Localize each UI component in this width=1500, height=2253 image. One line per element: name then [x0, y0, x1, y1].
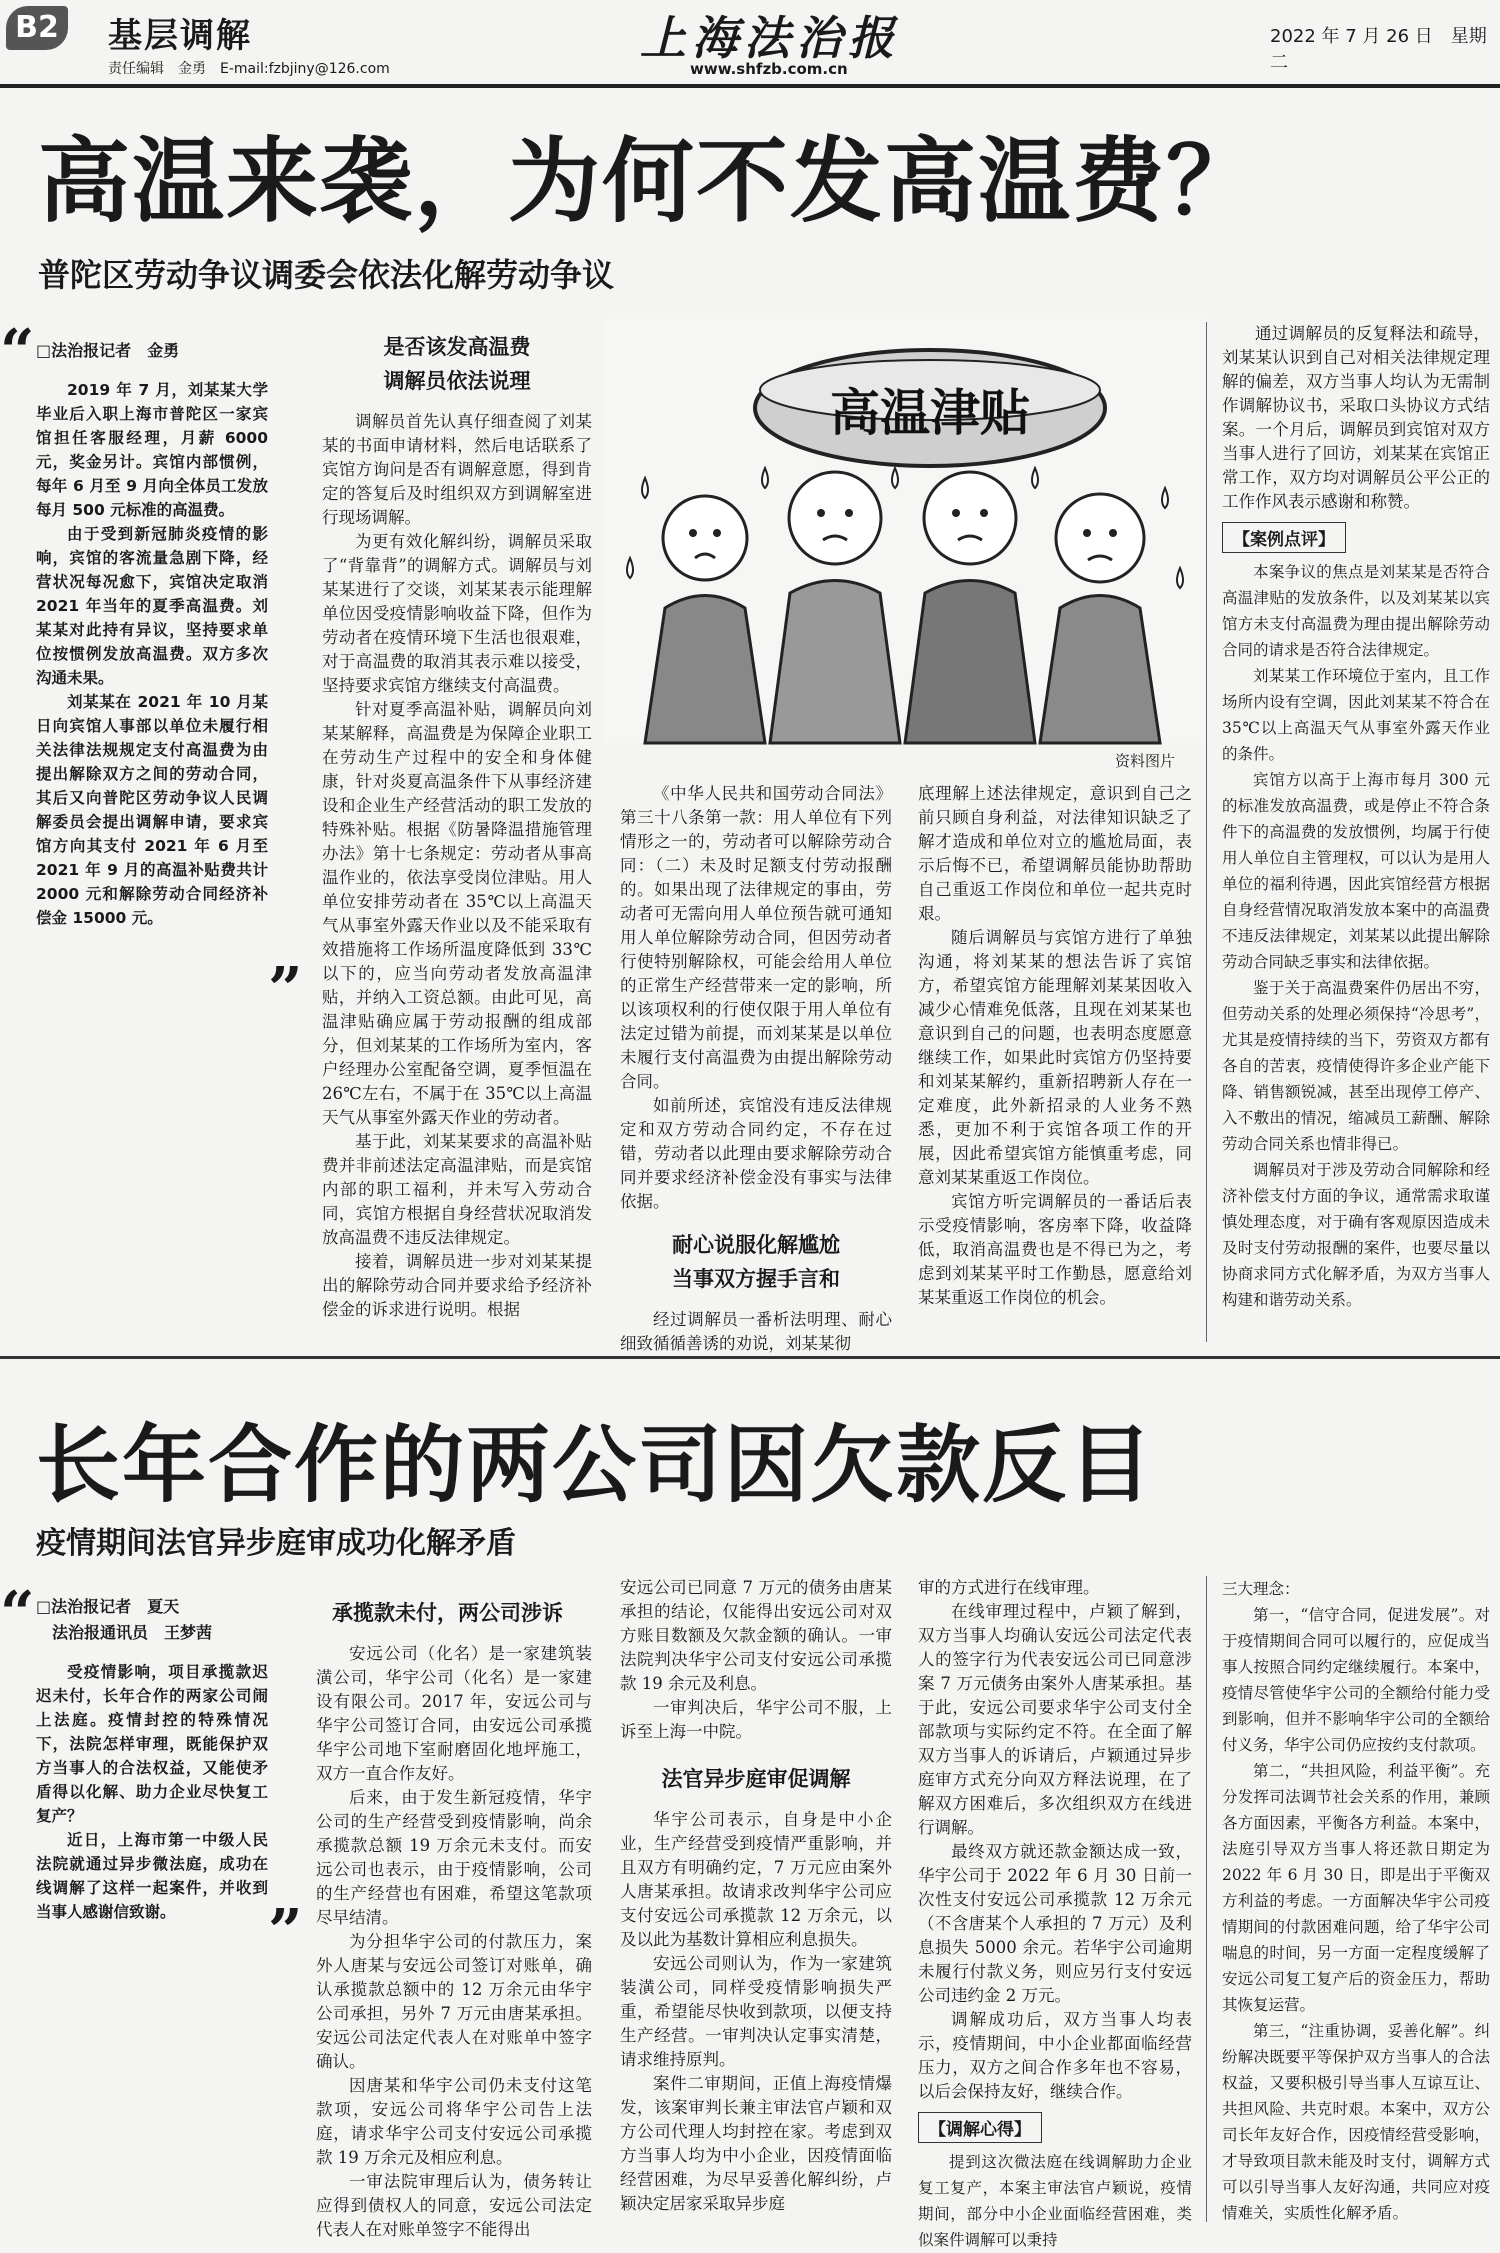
body-paragraph: 针对夏季高温补贴，调解员向刘某某解释，高温费是为保障企业职工在劳动生产过程中的安全和身体健康，针对炎夏高温条件下从事经济建设和企业生产经营活动的职工发放的特殊补贴。根据《防暑降温措施管理办法》第十七条规定：劳动者从事高温作业的，依法享受岗位津贴。用人单位安排劳动者在 35℃以上高温天气从事室外露天作业以及不能采取有效措施将工作场所温度降低到 33℃以下的，应当向劳动者发放高温津贴，并纳入工资总额。由此可见，高温津贴确应属于劳动报酬的组成部分，但刘某某的工作场所为室内，客户经理办公室配备空调，夏季恒温在 26℃左右，不属于在 35℃以上高温天气从事室外露天作业的劳动者。 [322, 700, 592, 1127]
article2-column-5 [1222, 1576, 1490, 2222]
body-paragraph: 因唐某和华宇公司仍未支付这笔款项，安远公司将华宇公司告上法庭，请求华宇公司支付安远公司承揽款 19 万余元及相应利息。 [316, 2076, 592, 2167]
case-comment [1222, 559, 1490, 1313]
comment-paragraph: 三大理念： [1222, 1580, 1300, 1598]
masthead-url: www.shfzb.com.cn [690, 60, 848, 78]
body-paragraph: 底理解上述法律规定，意识到自己之前只顾自身利益，对法律知识缺乏了解才造成和单位对立的尴尬局面，表示后悔不已，希望调解员能协助帮助自己重返工作岗位和单位一起共克时艰。 [918, 784, 1192, 923]
article2-byline: □法治报记者 夏天 法治报通讯员 王梦茜 [36, 1597, 213, 1642]
body-paragraph: 调解员首先认真仔细查阅了刘某某的书面申请材料，然后电话联系了宾馆方询问是否有调解意愿，得到肯定的答复后及时组织双方到调解室进行现场调解。 [322, 412, 592, 527]
body-paragraph: 一审法院审理后认为，债务转让应得到债权人的同意，安远公司法定代表人在对账单签字不能得出 [316, 2172, 592, 2239]
comment-heading: 【案例点评】 [1222, 522, 1346, 553]
article1-column-2 [322, 326, 592, 1344]
article2-column-3 [620, 1576, 892, 2222]
page-number-badge: B2 [6, 6, 68, 50]
comment-paragraph: 第三，“注重协调，妥善化解”。纠纷解决既要平等保护双方当事人的合法权益，又要积极引导当事人互谅互让、共担风险、共克时艰。本案中，双方公司长年友好合作，因疫情经营受影响，才导致项目款未能及时支付，调解方式可以引导当事人友好沟通，共同应对疫情难关，实质性化解矛盾。 [1222, 2022, 1490, 2222]
comment-paragraph: 本案争议的焦点是刘某某是否符合高温津贴的发放条件，以及刘某某以宾馆方未支付高温费为理由提出解除劳动合同的请求是否符合法律规定。 [1222, 563, 1490, 659]
lead-paragraph: 受疫情影响，项目承揽款迟迟未付，长年合作的两家公司闹上法庭。疫情封控的特殊情况下，法院怎样审理，既能保护双方当事人的合法权益，又能使矛盾得以化解、助力企业尽快复工复产？ [36, 1663, 268, 1825]
article2-lead [36, 1660, 268, 1924]
article2-column-2 [316, 1592, 592, 2239]
article1-column-3 [620, 782, 892, 1353]
column-divider [1206, 322, 1207, 1342]
comment-paragraph: 宾馆方以高于上海市每月 300 元的标准发放高温费，或是停止不符合条件下的高温费的发放惯例，均属于行使用人单位自主管理权，可以认为是用人单位的福利待遇，因此宾馆经营方根据自身经营情况取消发放本案中的高温费不违反法律规定，刘某某以此提出解除劳动合同缺乏事实和法律依据。 [1222, 771, 1490, 971]
body-paragraph: 基于此，刘某某要求的高温补贴费并非前述法定高温津贴，而是宾馆内部的职工福利，并未写入劳动合同，宾馆方根据自身经营状况取消发放高温费不违反法律规定。 [322, 1132, 592, 1247]
article1-column-4 [918, 782, 1192, 1344]
comment-heading: 【调解心得】 [918, 2112, 1042, 2143]
lead-paragraph: 刘某某在 2021 年 10 月某日向宾馆人事部以单位未履行相关法律法规规定支付高温费为由提出解除双方之间的劳动合同，其后又向普陀区劳动争议人民调解委员会提出调解申请，要求宾馆方向其支付 2021 年 6 月至 2021 年 9 月的高温补贴费共计 2000 元和解除劳动合同经济补偿金 15000 元。 [36, 693, 268, 927]
body-paragraph: 一审判决后，华宇公司不服，上诉至上海一中院。 [620, 1698, 892, 1741]
body-paragraph: 为分担华宇公司的付款压力，案外人唐某与安远公司签订对账单，确认承揽款总额中的 12 万余元由华宇公司承担，另外 7 万元由唐某承担。安远公司法定代表人在对账单中签字确认。 [316, 1932, 592, 2071]
article1-lead-column [36, 338, 268, 998]
comment-paragraph: 调解员对于涉及劳动合同解除和经济补偿支付方面的争议，通常需求取谨慎处理态度，对于确有客观原因造成未及时支付劳动报酬的案件，也要尽量以协商求同方式化解矛盾，为双方当事人构建和谐劳动关系。 [1222, 1161, 1490, 1309]
issue-date: 2022 年 7 月 26 日 星期二 [1270, 26, 1487, 73]
body-paragraph: 接着，调解员进一步对刘某某提出的解除劳动合同并要求给予经济补偿金的诉求进行说明。根据 [322, 1252, 592, 1319]
body-paragraph: 为更有效化解纠纷，调解员采取了“背靠背”的调解方式。调解员与刘某某进行了交谈，刘某某表示能理解单位因受疫情影响收益下降，但作为劳动者在疫情环境下生活也很艰难，对于高温费的取消其表示难以接受，坚持要求宾馆方继续支付高温费。 [322, 532, 592, 695]
image-caption: 资料图片 [1115, 752, 1176, 770]
body-paragraph: 最终双方就还款金额达成一致，华宇公司于 2022 年 6 月 30 日前一次性支付安远公司承揽款 12 万余元（不含唐某个人承担的 7 万元）及利息损失 5000 余元。若华宇公司逾期未履行付款义务，则应另行支付安远公司违约金 2 万元。 [918, 1842, 1192, 2005]
section-title: 法官异步庭审促调解 [661, 1767, 851, 1791]
section-title: 耐心说服化解尴尬 当事双方握手言和 [672, 1233, 840, 1291]
body-paragraph: 案件二审期间，正值上海疫情爆发，该案审判长兼主审法官卢颖和双方公司代理人均封控在家。考虑到双方当事人均为中小企业，因疫情面临经营困难，为尽早妥善化解纠纷，卢颖决定居家采取异步庭 [620, 2074, 892, 2213]
body-paragraph: 安远公司则认为，作为一家建筑装潢公司，同样受疫情影响损失严重，希望能尽快收到款项，以便支持生产经营。一审判决认定事实清楚，请求维持原判。 [620, 1954, 892, 2069]
article1-lead [36, 378, 268, 930]
lead-paragraph: 由于受到新冠肺炎疫情的影响，宾馆的客流量急剧下降，经营状况每况愈下，宾馆决定取消 2021 年当年的夏季高温费。刘某某对此持有异议，坚持要求单位按惯例发放高温费。双方多次沟通未果。 [36, 525, 268, 687]
body-paragraph: 经过调解员一番析法明理、耐心细致循循善诱的劝说，刘某某彻 [620, 1310, 892, 1353]
body-paragraph: 安远公司已同意 7 万元的债务由唐某承担的结论，仅能得出安远公司对双方账目数额及欠款金额的确认。一审法院判决华宇公司支付安远公司承揽款 19 余元及利息。 [620, 1578, 892, 1693]
newspaper-masthead: 上海法治报 [640, 11, 900, 65]
lead-paragraph: 近日，上海市第一中级人民法院就通过异步微法庭，成功在线调解了这样一起案件，并收到当事人感谢信致谢。 [36, 1831, 268, 1921]
article1-column-5 [1222, 322, 1490, 1344]
body-paragraph: 《中华人民共和国劳动合同法》第三十八条第一款：用人单位有下列情形之一的，劳动者可以解除劳动合同：（二）未及时足额支付劳动报酬的。如果出现了法律规定的事由，劳动者可无需向用人单位预告就可通知用人单位解除劳动合同，但因劳动者行使特别解除权，可能会给用人单位的正常生产经营带来一定的影响，所以该项权利的行使仅限于用人单位有法定过错为前提，而刘某某是以单位未履行支付高温费为由提出解除劳动合同。 [620, 784, 892, 1091]
open-quote-mark: “ [0, 317, 35, 387]
body-paragraph: 随后调解员与宾馆方进行了单独沟通，将刘某某的想法告诉了宾馆方，希望宾馆方能理解刘某某因收入减少心情难免低落，且现在刘某某也意识到自己的问题，也表明态度愿意继续工作，如果此时宾馆方仍坚持要和刘某某解约，重新招聘新人存在一定难度，此外新招录的人业务不熟悉，更加不利于宾馆各项工作的开展，因此希望宾馆方能慎重考虑，同意刘某某重返工作岗位。 [918, 928, 1192, 1187]
article1-subhead: 普陀区劳动争议调委会依法化解劳动争议 [38, 256, 615, 294]
article2-lead-column [36, 1594, 268, 1994]
header-rule [0, 84, 1500, 88]
article2-headline: 长年合作的两公司因欠款反目 [36, 1416, 1155, 1514]
comment-paragraph: 鉴于关于高温费案件仍居出不穷，但劳动关系的处理必须保持“冷思考”，尤其是疫情持续的当下，劳资双方都有各自的苦衷，疫情使得许多企业产能下降、销售额锐减，甚至出现停工停产、入不敷出的情况，缩减员工薪酬、解除劳动合同关系也情非得已。 [1222, 979, 1490, 1153]
body-paragraph: 调解成功后，双方当事人均表示，疫情期间，中小企业都面临经营压力，双方之间合作多年也不容易，以后会保持友好，继续合作。 [918, 2010, 1192, 2101]
body-paragraph: 在线审理过程中，卢颖了解到，双方当事人均确认安远公司法定代表人的签字行为代表安远公司已同意涉案 7 万元债务由案外人唐某承担。基于此，安远公司要求华宇公司支付全部款项与实际约定不符。在全面了解双方当事人的诉请后，卢颖通过异步庭审方式充分向双方释法说理，在了解双方困难后，多次组织双方在线进行调解。 [918, 1602, 1192, 1837]
body-paragraph: 审的方式进行在线审理。 [918, 1578, 1100, 1597]
editor-line: 责任编辑 金勇 E-mail:fzbjiny@126.com [108, 61, 390, 77]
close-quote-mark: ” [268, 1897, 303, 1967]
body-paragraph: 安远公司（化名）是一家建筑装潢公司，华宇公司（化名）是一家建设有限公司。2017 年，安远公司与华宇公司签订合同，由安远公司承揽华宇公司地下室耐磨固化地坪施工，双方一直合作友好。 [316, 1644, 592, 1783]
column-divider [1206, 1576, 1207, 2222]
comment-paragraph: 第二，“共担风险，利益平衡”。充分发挥司法调节社会关系的作用，兼顾各方面因素，平衡各方利益。本案中，法庭引导双方当事人将还款日期定为 2022 年 6 月 30 日，即是出于平衡双方利益的考虑。一方面解决华宇公司疫情期间的付款困难问题，给了华宇公司喘息的时间，另一方面一定程度缓解了安远公司复工复产后的资金压力，帮助其恢复运营。 [1222, 1762, 1490, 2014]
article1-byline: □法治报记者 金勇 [36, 341, 180, 360]
article-separator [0, 1356, 1500, 1359]
close-quote-mark: ” [268, 955, 303, 1025]
comment-paragraph: 刘某某工作环境位于室内，且工作场所内设有空调，因此刘某某不符合在 35℃以上高温天气从事室外露天作业的条件。 [1222, 667, 1490, 763]
comment-paragraph: 提到这次微法庭在线调解助力企业复工复产，本案主审法官卢颖说，疫情期间，部分中小企业面临经营困难，类似案件调解可以秉持 [918, 2153, 1192, 2249]
article2-subhead: 疫情期间法官异步庭审成功化解矛盾 [36, 1526, 516, 1561]
heat-allowance-illustration [605, 318, 1205, 743]
article1-headline: 高温来袭，为何不发高温费？ [38, 128, 1261, 235]
body-paragraph: 通过调解员的反复释法和疏导，刘某某认识到自己对相关法律规定理解的偏差，双方当事人均认为无需制作调解协议书，采取口头协议方式结案。一个月后，调解员到宾馆对双方当事人进行了回访，刘某某在宾馆正常工作，双方均对调解员公平公正的工作作风表示感谢和称赞。 [1222, 324, 1490, 511]
article2-column-4 [918, 1576, 1192, 2249]
lead-paragraph: 2019 年 7 月，刘某某大学毕业后入职上海市普陀区一家宾馆担任客服经理，月薪 6000 元，奖金另计。宾馆内部惯例，每年 6 月至 9 月向全体员工发放每月 500 元标准的高温费。 [36, 381, 268, 519]
section-title: 承揽款未付，两公司涉诉 [332, 1601, 563, 1625]
comment-paragraph: 第一，“信守合同，促进发展”。对于疫情期间合同可以履行的，应促成当事人按照合同约定继续履行。本案中，疫情尽管使华宇公司的全额给付能力受到影响，但并不影响华宇公司的全额给付义务，华宇公司仍应按约支付款项。 [1222, 1606, 1490, 1754]
open-quote-mark: “ [0, 1579, 35, 1649]
section-name: 基层调解 [108, 16, 252, 56]
body-paragraph: 后来，由于发生新冠疫情，华宇公司的生产经营受到疫情影响，尚余承揽款总额 19 万余元未支付。而安远公司也表示，由于疫情影响，公司的生产经营也有困难，希望这笔款项尽早结清。 [316, 1788, 592, 1927]
body-paragraph: 华宇公司表示，自身是中小企业，生产经营受到疫情严重影响，并且双方有明确约定，7 万元应由案外人唐某承担。故请求改判华宇公司应支付安远公司承揽款 12 万余元，以及以此为基数计算相应利息损失。 [620, 1810, 892, 1949]
mediation-insight [918, 2149, 1192, 2253]
body-paragraph: 如前所述，宾馆没有违反法律规定和双方劳动合同约定，不存在过错，劳动者以此理由要求解除劳动合同并要求经济补偿金没有事实与法律依据。 [620, 1096, 892, 1211]
section-title: 是否该发高温费 调解员依法说理 [383, 335, 531, 393]
body-paragraph: 宾馆方听完调解员的一番话后表示受疫情影响，客房率下降，收益降低，取消高温费也是不得已为之，考虑到刘某某平时工作勤恳，愿意给刘某某重返工作岗位的机会。 [918, 1192, 1192, 1307]
plate-label: 高温津贴 [830, 384, 1030, 442]
